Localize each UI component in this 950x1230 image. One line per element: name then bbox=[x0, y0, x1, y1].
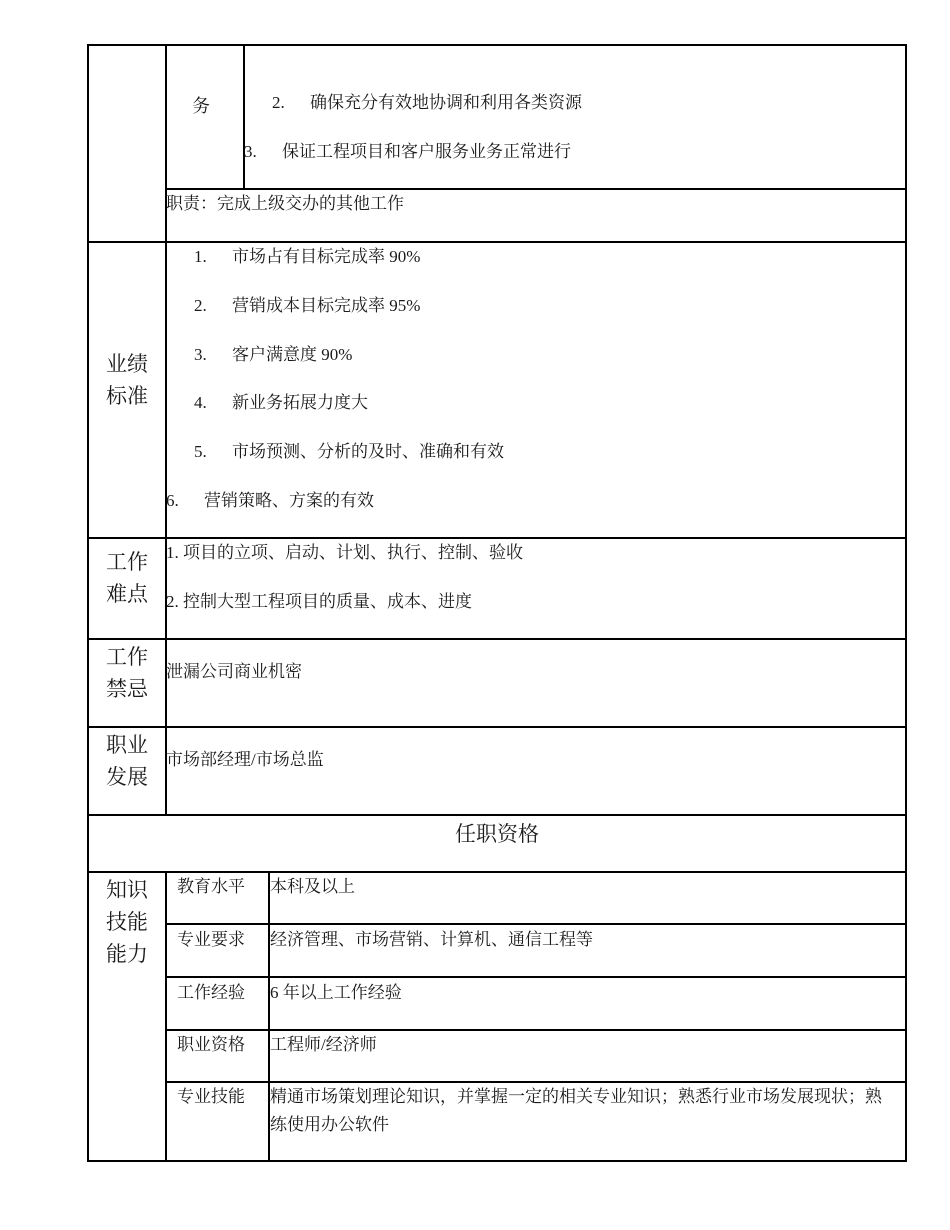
duties-inner-divider bbox=[243, 44, 245, 190]
career-text: 市场部经理/市场总监 bbox=[166, 750, 324, 769]
duties-label-fragment: 务 bbox=[192, 96, 210, 116]
career-label-line: 职业 bbox=[106, 733, 148, 757]
qualifications-label-line: 知识 bbox=[106, 878, 148, 902]
performance-item-number: 4. bbox=[194, 393, 207, 412]
performance-item bbox=[194, 393, 368, 413]
performance-item-number: 3. bbox=[194, 345, 207, 364]
duty-item-number: 2. bbox=[272, 93, 285, 112]
performance-item-text: 市场预测、分析的及时、准确和有效 bbox=[232, 442, 504, 461]
taboos-label bbox=[88, 641, 166, 705]
divider-difficulties bbox=[87, 537, 907, 539]
career-label-line: 发展 bbox=[106, 765, 148, 789]
divider-title bbox=[87, 814, 907, 816]
divider-qualifications bbox=[87, 871, 907, 873]
duties-row-divider bbox=[165, 188, 907, 190]
performance-item-text: 新业务拓展力度大 bbox=[232, 393, 368, 412]
performance-item-text: 市场占有目标完成率 90% bbox=[232, 247, 421, 266]
difficulty-item: 2. 控制大型工程项目的质量、成本、进度 bbox=[166, 592, 472, 611]
qual-key: 专业要求 bbox=[177, 930, 245, 949]
qualifications-label bbox=[88, 874, 166, 970]
performance-label-line: 业绩 bbox=[106, 352, 148, 376]
qualifications-label-line: 技能 bbox=[106, 910, 148, 934]
qual-row-divider bbox=[165, 923, 907, 925]
difficulties-label bbox=[88, 546, 166, 610]
qual-value: 精通市场策划理论知识，并掌握一定的相关专业知识；熟悉行业市场发展现状；熟练使用办公软件 bbox=[270, 1087, 882, 1134]
duty-other: 职责：完成上级交办的其他工作 bbox=[166, 194, 404, 213]
qual-value: 经济管理、市场营销、计算机、通信工程等 bbox=[270, 930, 593, 949]
qual-row-divider bbox=[165, 976, 907, 978]
performance-item-number: 1. bbox=[194, 247, 207, 266]
duty-item-text: 确保充分有效地协调和利用各类资源 bbox=[310, 93, 582, 112]
qualifications-label-line: 能力 bbox=[106, 942, 148, 966]
divider-taboos bbox=[87, 638, 907, 640]
table-right-border bbox=[905, 44, 907, 1162]
taboos-label-line: 工作 bbox=[106, 645, 148, 669]
qual-key: 专业技能 bbox=[177, 1087, 245, 1106]
difficulty-item: 1. 项目的立项、启动、计划、执行、控制、验收 bbox=[166, 543, 523, 562]
qual-key: 工作经验 bbox=[177, 983, 245, 1002]
duty-item-text: 保证工程项目和客户服务业务正常进行 bbox=[282, 142, 571, 161]
qualifications-title: 任职资格 bbox=[455, 822, 539, 846]
taboos-label-line: 禁忌 bbox=[106, 677, 148, 701]
performance-item bbox=[194, 247, 420, 267]
qual-row-divider bbox=[165, 1029, 907, 1031]
performance-item bbox=[166, 491, 374, 511]
performance-label-line: 标准 bbox=[106, 384, 148, 408]
duty-item bbox=[244, 142, 571, 162]
divider-career bbox=[87, 726, 907, 728]
performance-item bbox=[194, 296, 420, 316]
performance-item bbox=[194, 442, 504, 462]
performance-item-text: 营销策略、方案的有效 bbox=[204, 491, 374, 510]
qual-value: 6 年以上工作经验 bbox=[270, 983, 402, 1002]
duty-item bbox=[272, 93, 582, 113]
career-label bbox=[88, 729, 166, 793]
divider-performance bbox=[87, 241, 907, 243]
taboos-text: 泄漏公司商业机密 bbox=[166, 662, 302, 681]
performance-item-number: 5. bbox=[194, 442, 207, 461]
qual-value: 本科及以上 bbox=[270, 877, 355, 896]
qual-key: 教育水平 bbox=[177, 877, 245, 896]
qual-key: 职业资格 bbox=[177, 1035, 245, 1054]
performance-label bbox=[88, 348, 166, 412]
duty-item-number: 3. bbox=[244, 142, 257, 161]
table-top-border bbox=[87, 44, 907, 46]
table-bottom-border bbox=[87, 1160, 907, 1162]
performance-item-text: 营销成本目标完成率 95% bbox=[232, 296, 421, 315]
performance-item-number: 2. bbox=[194, 296, 207, 315]
difficulties-label-line: 难点 bbox=[106, 582, 148, 606]
qual-value: 工程师/经济师 bbox=[270, 1035, 377, 1054]
performance-item-text: 客户满意度 90% bbox=[232, 345, 353, 364]
performance-item-number: 6. bbox=[166, 491, 179, 510]
difficulties-label-line: 工作 bbox=[106, 550, 148, 574]
performance-item bbox=[194, 345, 352, 365]
